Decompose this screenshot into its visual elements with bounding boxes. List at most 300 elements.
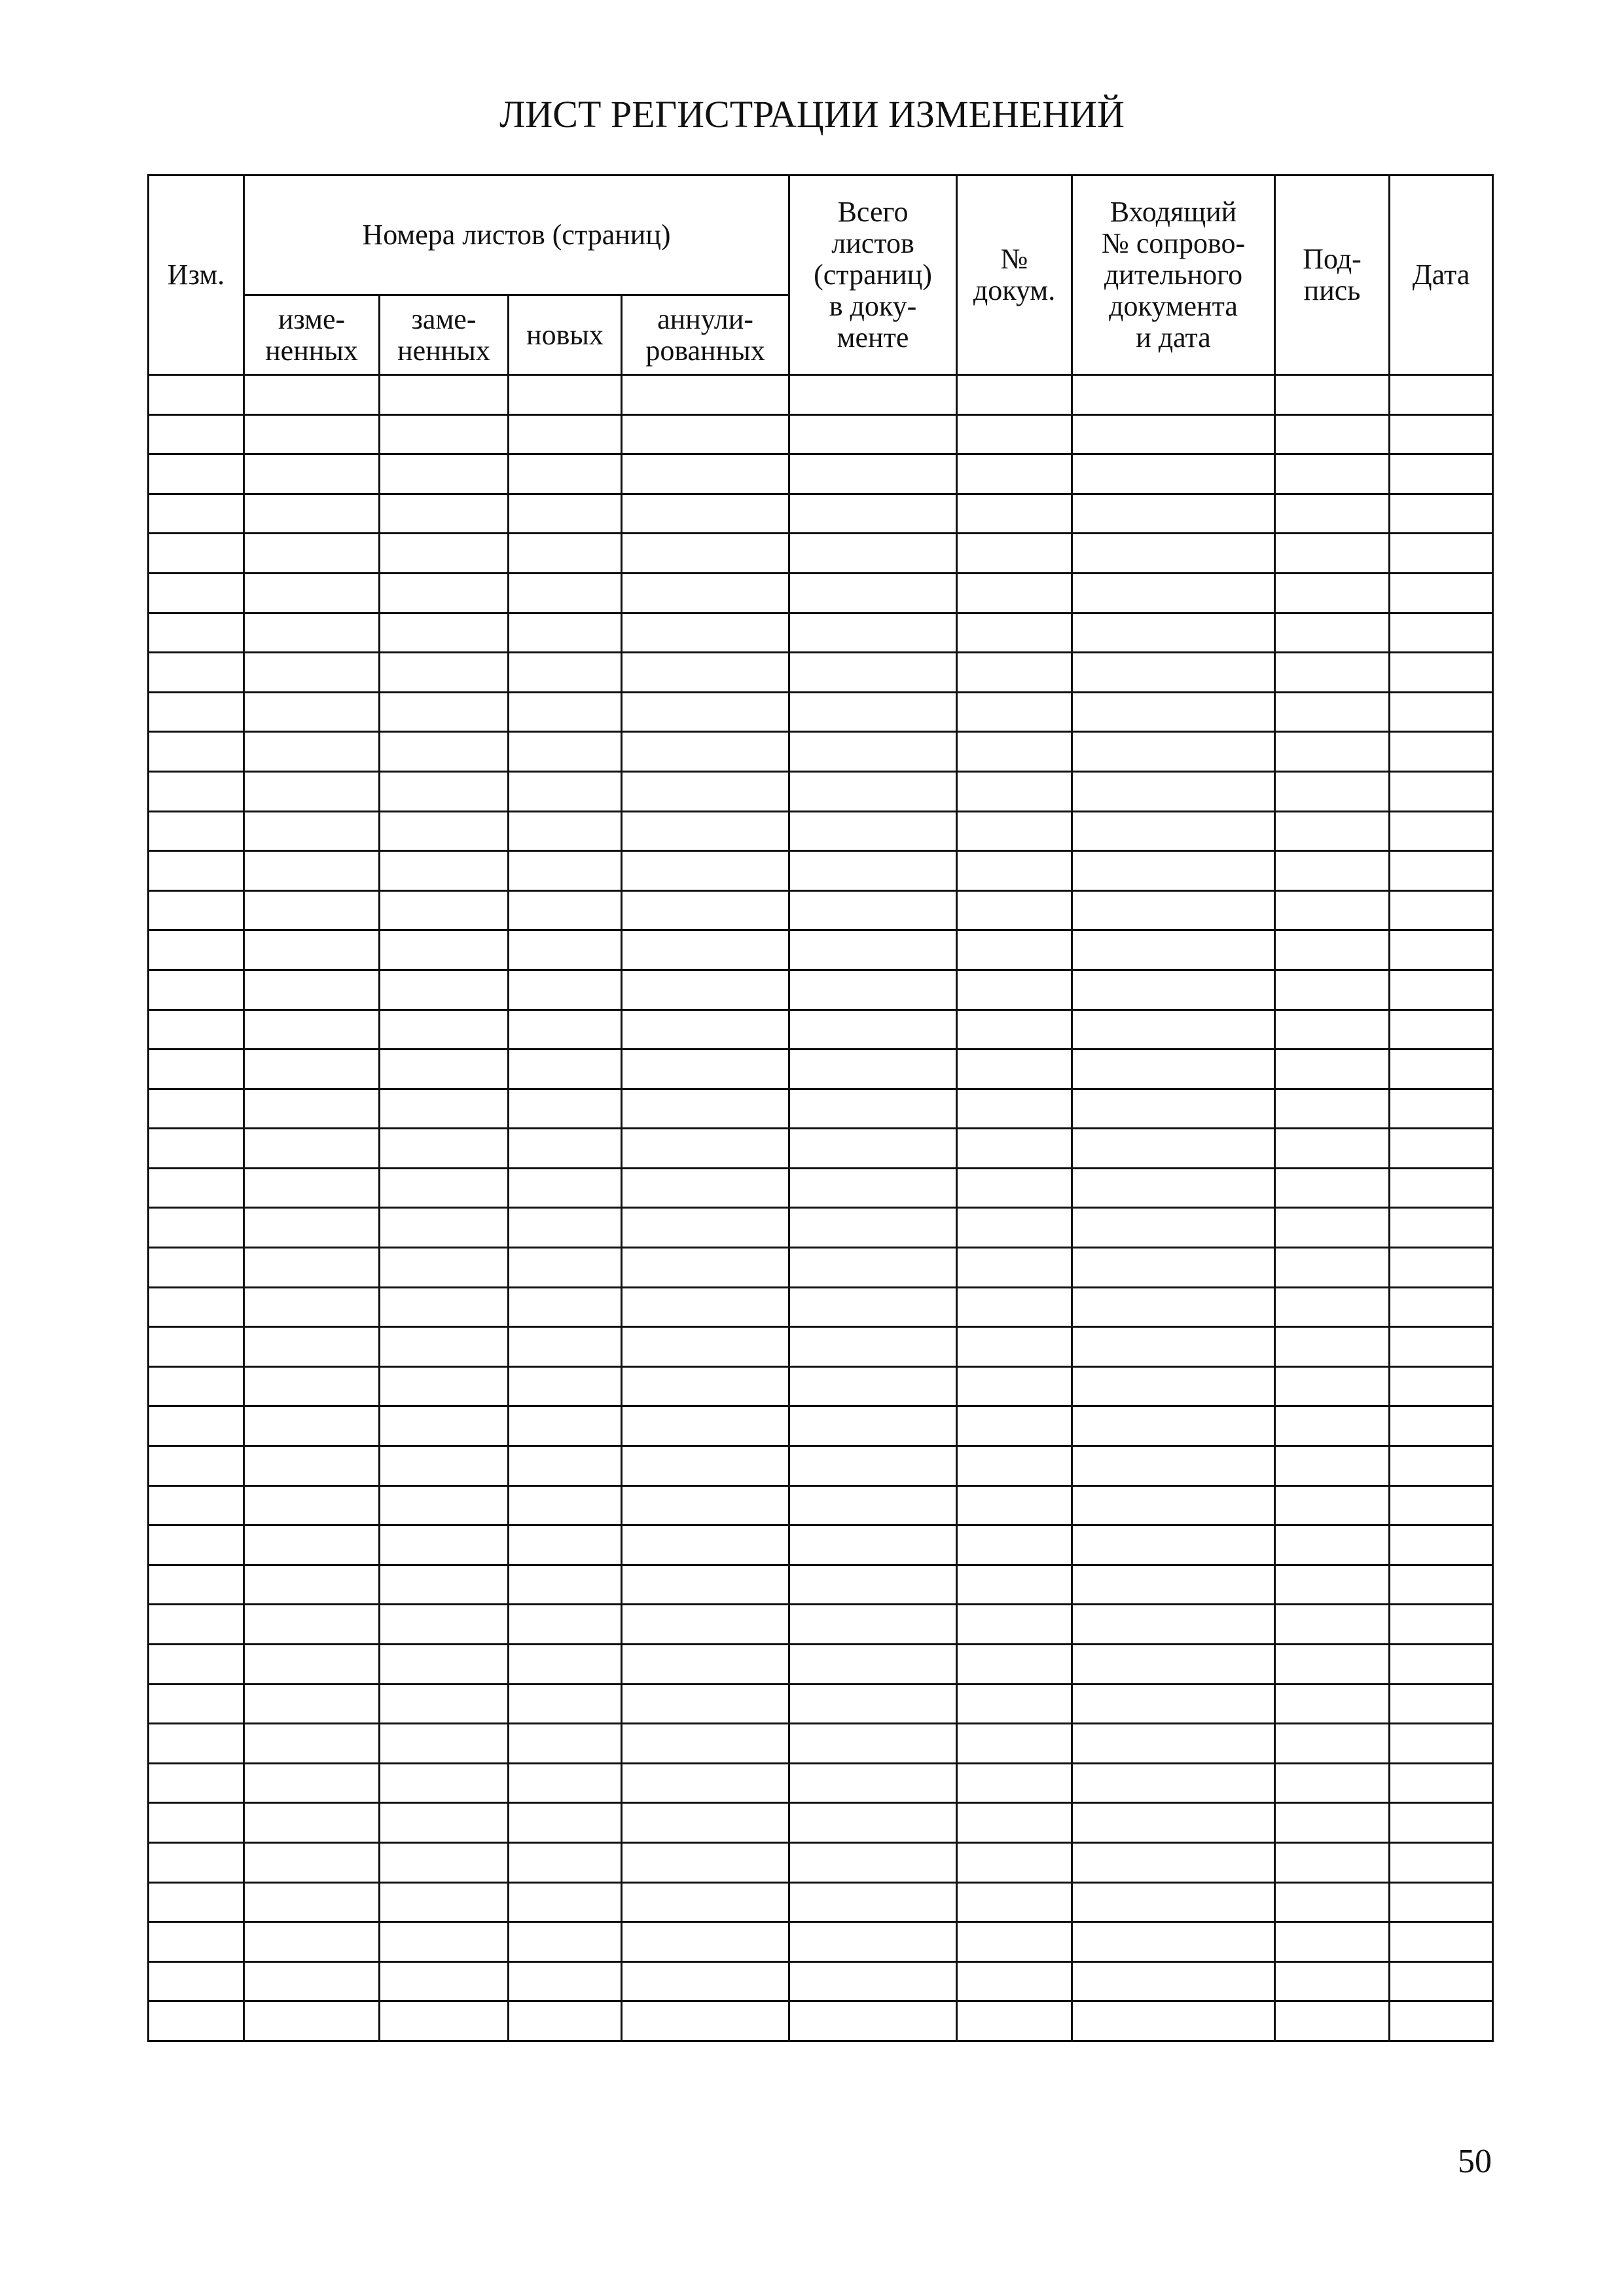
table-cell <box>622 1525 789 1565</box>
table-cell <box>957 1366 1072 1406</box>
table-cell <box>957 1565 1072 1605</box>
header-change: Изм. <box>149 175 244 375</box>
table-cell <box>1275 970 1390 1010</box>
table-row <box>149 1446 1493 1486</box>
table-cell <box>789 534 957 574</box>
table-body <box>149 375 1493 2041</box>
table-row <box>149 851 1493 891</box>
table-cell <box>149 1842 244 1882</box>
table-cell <box>509 1565 622 1605</box>
table-cell <box>1072 771 1275 811</box>
table-cell <box>1072 494 1275 534</box>
table-cell <box>1390 811 1493 851</box>
table-cell <box>789 1803 957 1843</box>
table-cell <box>244 494 380 534</box>
table-cell <box>380 1049 509 1089</box>
table-cell <box>957 1010 1072 1049</box>
table-cell <box>244 1049 380 1089</box>
table-cell <box>957 692 1072 732</box>
table-cell <box>1072 534 1275 574</box>
table-cell <box>1275 1010 1390 1049</box>
table-cell <box>622 454 789 494</box>
table-cell <box>1275 613 1390 653</box>
table-cell <box>1072 811 1275 851</box>
table-row <box>149 1961 1493 2001</box>
table-cell <box>1390 1406 1493 1446</box>
table-cell <box>957 1842 1072 1882</box>
table-cell <box>380 970 509 1010</box>
table-cell <box>1275 1208 1390 1248</box>
table-cell <box>244 1129 380 1169</box>
table-cell <box>244 1525 380 1565</box>
table-cell <box>244 573 380 613</box>
table-cell <box>957 1327 1072 1367</box>
table-cell <box>622 1565 789 1605</box>
table-cell <box>1275 930 1390 970</box>
table-cell <box>1072 1406 1275 1446</box>
table-cell <box>957 454 1072 494</box>
table-cell <box>244 1605 380 1645</box>
table-cell <box>509 1208 622 1248</box>
table-cell <box>622 692 789 732</box>
table-cell <box>789 851 957 891</box>
table-cell <box>149 811 244 851</box>
table-cell <box>622 1961 789 2001</box>
table-cell <box>244 2001 380 2041</box>
table-cell <box>149 375 244 415</box>
table-cell <box>380 771 509 811</box>
table-cell <box>1072 1922 1275 1962</box>
table-row <box>149 1684 1493 1724</box>
table-cell <box>509 930 622 970</box>
table-row <box>149 1010 1493 1049</box>
header-line: новых <box>526 318 604 351</box>
table-cell <box>509 414 622 454</box>
table-cell <box>244 1922 380 1962</box>
table-cell <box>789 375 957 415</box>
table-cell <box>1072 1129 1275 1169</box>
table-cell <box>1390 613 1493 653</box>
table-cell <box>1275 1446 1390 1486</box>
table-cell <box>149 890 244 930</box>
table-cell <box>1390 573 1493 613</box>
table-cell <box>1072 1287 1275 1327</box>
table-cell <box>244 811 380 851</box>
table-cell <box>509 1922 622 1962</box>
table-cell <box>509 375 622 415</box>
table-cell <box>509 1803 622 1843</box>
header-sheet-numbers: Номера листов (страниц) <box>244 175 789 295</box>
table-cell <box>380 1525 509 1565</box>
table-cell <box>509 1485 622 1525</box>
table-cell <box>789 573 957 613</box>
table-cell <box>509 1961 622 2001</box>
header-line: Входящий <box>1110 196 1237 228</box>
table-cell <box>957 1129 1072 1169</box>
table-cell <box>789 1961 957 2001</box>
table-cell <box>380 1168 509 1208</box>
table-cell <box>622 1010 789 1049</box>
table-cell <box>149 1485 244 1525</box>
table-cell <box>957 414 1072 454</box>
table-cell <box>244 1446 380 1486</box>
table-cell <box>380 1248 509 1288</box>
table-cell <box>1390 1605 1493 1645</box>
table-row <box>149 494 1493 534</box>
table-cell <box>244 1565 380 1605</box>
table-cell <box>1390 414 1493 454</box>
table-cell <box>622 494 789 534</box>
table-cell <box>789 1168 957 1208</box>
table-cell <box>1072 970 1275 1010</box>
change-registration-table <box>147 174 1494 2042</box>
table-row <box>149 1089 1493 1129</box>
table-cell <box>509 1684 622 1724</box>
table-cell <box>1072 930 1275 970</box>
table-cell <box>1275 1645 1390 1685</box>
table-cell <box>380 653 509 693</box>
table-cell <box>509 534 622 574</box>
table-cell <box>622 811 789 851</box>
table-cell <box>1275 653 1390 693</box>
table-cell <box>1390 1446 1493 1486</box>
table-cell <box>622 1803 789 1843</box>
table-cell <box>149 1922 244 1962</box>
table-cell <box>509 1605 622 1645</box>
table-row <box>149 2001 1493 2041</box>
table-cell <box>149 1565 244 1605</box>
header-doc-number <box>957 175 1072 375</box>
table-cell <box>1390 1763 1493 1803</box>
table-cell <box>622 1724 789 1764</box>
table-cell <box>244 1208 380 1248</box>
table-cell <box>244 653 380 693</box>
table-cell <box>957 1684 1072 1724</box>
table-cell <box>622 1922 789 1962</box>
table-cell <box>1390 970 1493 1010</box>
table-cell <box>1275 851 1390 891</box>
table-cell <box>1390 851 1493 891</box>
table-cell <box>1275 890 1390 930</box>
table-cell <box>1390 890 1493 930</box>
table-cell <box>380 1605 509 1645</box>
table-cell <box>380 1327 509 1367</box>
table-cell <box>789 613 957 653</box>
table-cell <box>380 2001 509 2041</box>
table-cell <box>380 1129 509 1169</box>
table-cell <box>957 970 1072 1010</box>
table-cell <box>957 930 1072 970</box>
table-cell <box>1275 1248 1390 1288</box>
table-row <box>149 573 1493 613</box>
table-cell <box>789 1882 957 1922</box>
table-cell <box>622 1842 789 1882</box>
table-cell <box>1390 1049 1493 1089</box>
table-cell <box>1275 1129 1390 1169</box>
header-incoming-document <box>1072 175 1275 375</box>
table-cell <box>149 454 244 494</box>
table-cell <box>244 1803 380 1843</box>
header-date: Дата <box>1390 175 1493 375</box>
table-cell <box>244 1010 380 1049</box>
table-cell <box>1275 811 1390 851</box>
table-cell <box>1390 1327 1493 1367</box>
table-row <box>149 1129 1493 1169</box>
table-cell <box>149 970 244 1010</box>
table-row <box>149 1168 1493 1208</box>
table-cell <box>1390 494 1493 534</box>
header-line: (страниц) <box>814 259 932 291</box>
table-cell <box>380 1446 509 1486</box>
table-cell <box>380 1724 509 1764</box>
table-cell <box>1072 1208 1275 1248</box>
table-cell <box>509 494 622 534</box>
page-title: ЛИСТ РЕГИСТРАЦИИ ИЗМЕНЕНИЙ <box>499 93 1125 136</box>
table-cell <box>957 573 1072 613</box>
table-cell <box>957 2001 1072 2041</box>
table-cell <box>380 692 509 732</box>
table-cell <box>509 1446 622 1486</box>
table-cell <box>1275 1287 1390 1327</box>
table-row <box>149 1208 1493 1248</box>
table-cell <box>1275 1565 1390 1605</box>
table-cell <box>149 414 244 454</box>
table-row <box>149 1366 1493 1406</box>
table-cell <box>149 1327 244 1367</box>
table-cell <box>509 771 622 811</box>
table-cell <box>380 494 509 534</box>
table-cell <box>789 970 957 1010</box>
table-cell <box>957 653 1072 693</box>
table-cell <box>622 1248 789 1288</box>
table-cell <box>380 1763 509 1803</box>
table-cell <box>380 1208 509 1248</box>
table-cell <box>244 1961 380 2001</box>
table-cell <box>789 1208 957 1248</box>
table-cell <box>957 1645 1072 1685</box>
table-row <box>149 414 1493 454</box>
table-cell <box>149 1525 244 1565</box>
table-cell <box>149 1366 244 1406</box>
table-cell <box>789 1406 957 1446</box>
table-cell <box>622 613 789 653</box>
table-cell <box>789 414 957 454</box>
table-cell <box>149 1882 244 1922</box>
table-cell <box>1072 613 1275 653</box>
table-cell <box>380 1485 509 1525</box>
table-cell <box>957 1485 1072 1525</box>
table-cell <box>957 732 1072 772</box>
table-cell <box>789 1645 957 1685</box>
table-cell <box>1275 771 1390 811</box>
header-line: Всего <box>837 196 909 228</box>
header-signature <box>1275 175 1390 375</box>
table-cell <box>1390 1684 1493 1724</box>
table-cell <box>789 1922 957 1962</box>
table-cell <box>509 1168 622 1208</box>
table-cell <box>244 414 380 454</box>
table-cell <box>149 1248 244 1288</box>
table-cell <box>1072 1049 1275 1089</box>
table-cell <box>789 1248 957 1288</box>
table-cell <box>509 1049 622 1089</box>
table-row <box>149 375 1493 415</box>
table-cell <box>149 1803 244 1843</box>
table-cell <box>244 692 380 732</box>
table-cell <box>1072 1763 1275 1803</box>
table-cell <box>957 1961 1072 2001</box>
table-cell <box>1072 573 1275 613</box>
table-cell <box>149 534 244 574</box>
header-changed <box>244 295 380 375</box>
table-cell <box>789 494 957 534</box>
table-cell <box>1275 1724 1390 1764</box>
table-cell <box>1275 1763 1390 1803</box>
table-cell <box>957 1248 1072 1288</box>
table-cell <box>1275 1089 1390 1129</box>
table-cell <box>622 732 789 772</box>
table-row <box>149 970 1493 1010</box>
table-cell <box>244 1327 380 1367</box>
table-cell <box>1072 1882 1275 1922</box>
table-cell <box>1072 1327 1275 1367</box>
table-cell <box>1390 1724 1493 1764</box>
table-cell <box>789 1010 957 1049</box>
table-row <box>149 1049 1493 1089</box>
table-cell <box>789 890 957 930</box>
table-cell <box>1390 771 1493 811</box>
table-cell <box>509 653 622 693</box>
table-cell <box>622 653 789 693</box>
table-cell <box>1390 2001 1493 2041</box>
table-cell <box>622 851 789 891</box>
table-cell <box>1390 1645 1493 1685</box>
table-cell <box>149 1961 244 2001</box>
table-cell <box>789 1605 957 1645</box>
table-cell <box>1390 1525 1493 1565</box>
table-cell <box>1275 1525 1390 1565</box>
header-line: № сопрово- <box>1101 227 1246 259</box>
table-row <box>149 1565 1493 1605</box>
header-line: ненных <box>265 334 358 367</box>
table-cell <box>1275 1961 1390 2001</box>
table-cell <box>1275 2001 1390 2041</box>
table-cell <box>957 1803 1072 1843</box>
table-cell <box>957 771 1072 811</box>
table-cell <box>957 851 1072 891</box>
table-cell <box>380 1366 509 1406</box>
table-cell <box>380 1287 509 1327</box>
table-cell <box>1275 1882 1390 1922</box>
table-cell <box>1275 534 1390 574</box>
table-cell <box>244 454 380 494</box>
table-cell <box>622 1882 789 1922</box>
table-cell <box>149 573 244 613</box>
table-cell <box>622 375 789 415</box>
table-cell <box>789 811 957 851</box>
table-cell <box>1390 1961 1493 2001</box>
table-cell <box>1390 454 1493 494</box>
table-cell <box>509 454 622 494</box>
table-cell <box>622 534 789 574</box>
table-cell <box>380 1565 509 1605</box>
table-cell <box>1275 454 1390 494</box>
table-cell <box>149 1605 244 1645</box>
table-cell <box>1072 414 1275 454</box>
table-cell <box>244 1406 380 1446</box>
table-cell <box>1390 1882 1493 1922</box>
table-cell <box>789 1565 957 1605</box>
table-row <box>149 454 1493 494</box>
table-cell <box>957 1446 1072 1486</box>
header-line: ненных <box>397 334 490 367</box>
table-cell <box>509 1724 622 1764</box>
header-line: аннули- <box>657 302 753 335</box>
table-row <box>149 811 1493 851</box>
table-cell <box>789 1089 957 1129</box>
table-cell <box>1072 1248 1275 1288</box>
table-cell <box>509 1248 622 1288</box>
table-cell <box>1072 375 1275 415</box>
table-cell <box>509 1882 622 1922</box>
table-cell <box>622 1446 789 1486</box>
table-row <box>149 890 1493 930</box>
table-cell <box>149 1287 244 1327</box>
table-cell <box>1390 375 1493 415</box>
table-row <box>149 1485 1493 1525</box>
table-cell <box>509 692 622 732</box>
table-cell <box>789 1366 957 1406</box>
table-row <box>149 1763 1493 1803</box>
table-cell <box>622 890 789 930</box>
table-cell <box>1072 890 1275 930</box>
table-cell <box>1072 1803 1275 1843</box>
header-line: № <box>1000 243 1028 275</box>
table-cell <box>1390 1803 1493 1843</box>
table-row <box>149 1803 1493 1843</box>
table-row <box>149 732 1493 772</box>
table-cell <box>957 1168 1072 1208</box>
table-cell <box>1072 653 1275 693</box>
table-cell <box>1275 1803 1390 1843</box>
table-cell <box>380 1684 509 1724</box>
header-line: пись <box>1303 274 1361 306</box>
table-cell <box>380 811 509 851</box>
table-cell <box>149 613 244 653</box>
table-cell <box>380 732 509 772</box>
table-cell <box>1072 1842 1275 1882</box>
table-cell <box>1072 732 1275 772</box>
table-cell <box>149 1089 244 1129</box>
table-cell <box>957 613 1072 653</box>
table-cell <box>789 771 957 811</box>
table-cell <box>957 1089 1072 1129</box>
header-line: заме- <box>411 302 477 335</box>
table-cell <box>789 2001 957 2041</box>
table-cell <box>380 1010 509 1049</box>
table-cell <box>244 1763 380 1803</box>
table-cell <box>1275 692 1390 732</box>
table-cell <box>1275 1168 1390 1208</box>
header-total-sheets <box>789 175 957 375</box>
table-cell <box>1275 732 1390 772</box>
table-cell <box>1072 1525 1275 1565</box>
table-cell <box>509 1089 622 1129</box>
table-cell <box>957 1208 1072 1248</box>
table-cell <box>622 1089 789 1129</box>
table-row <box>149 613 1493 653</box>
table-cell <box>509 1287 622 1327</box>
